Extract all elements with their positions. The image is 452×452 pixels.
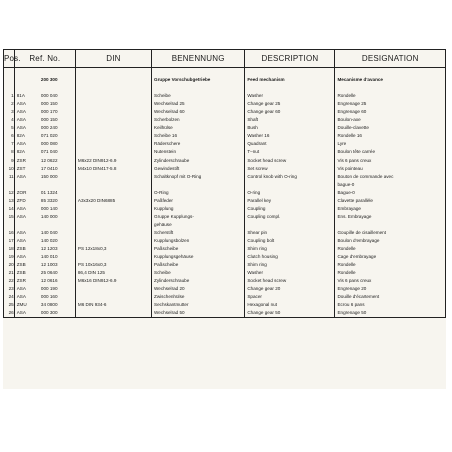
row-ref-number: 000 170 [39,108,75,116]
row-ref-number: 140 010 [39,253,75,261]
row-designation: Cage d'embrayage [335,253,446,261]
row-designation: Bouton de commande avec [335,173,446,181]
table-row [4,76,446,84]
row-benennung: Keilhülse [152,124,245,132]
row-din [75,213,151,221]
row-benennung: Gewindestift [152,165,245,173]
row-ref-prefix: ASA [14,100,39,108]
row-designation [335,68,446,77]
row-ref-number: 25 0640 [39,269,75,277]
row-ref-prefix: ZFD [14,197,39,205]
row-description: Parallel key [245,197,335,205]
row-description: Feed mechanism [245,76,335,84]
row-ref-number [39,84,75,92]
table-row [4,261,446,269]
row-ref-prefix: ASA [14,237,39,245]
row-benennung: Wechselrad 50 [152,309,245,318]
row-designation: Rondelle [335,269,446,277]
table-row [4,237,446,245]
table-row [4,124,446,132]
row-din [75,148,151,156]
header-benennung: BENENNUNG [152,50,245,68]
row-ref-number: 140 000 [39,213,75,221]
row-ref-prefix: ZOR [14,189,39,197]
row-ref-number [39,221,75,229]
row-benennung: Zylinderschraube [152,157,245,165]
row-description: Clutch housing [245,253,335,261]
row-benennung: Zwischenhülse [152,293,245,301]
row-benennung: Kupplung [152,205,245,213]
row-description: Quadrant [245,140,335,148]
row-din [75,132,151,140]
row-ref-number [39,181,75,189]
table-row [4,140,446,148]
header-din: DIN [75,50,151,68]
row-designation: Boulon-axe [335,116,446,124]
row-designation: Douille-clavette [335,124,446,132]
row-pos: 5 [4,124,15,132]
row-pos: 7 [4,140,15,148]
row-ref-prefix: ASA [14,309,39,318]
row-designation: Vis pointeau [335,165,446,173]
row-ref-prefix: ZSB [14,245,39,253]
row-din [75,285,151,293]
row-ref-prefix: ASA [14,116,39,124]
row-pos: 4 [4,116,15,124]
row-description: Change gear 25 [245,100,335,108]
row-benennung: Kupplungsbolzen [152,237,245,245]
row-din: M4x10 DIN417-5.8 [75,165,151,173]
row-description [245,68,335,77]
row-description: Socket head screw [245,157,335,165]
table-row [4,253,446,261]
row-ref-prefix: ASA [14,140,39,148]
row-description: Bush [245,124,335,132]
row-ref-number: 200 300 [39,76,75,84]
row-pos: 17 [4,237,15,245]
row-designation: Rondelle [335,245,446,253]
row-designation: Engrenage 20 [335,285,446,293]
row-ref-number: 140 020 [39,237,75,245]
table-row [4,92,446,100]
row-pos: 16 [4,229,15,237]
row-ref-prefix: 82A [14,148,39,156]
row-ref-number [39,68,75,77]
row-description: Coupling [245,205,335,213]
row-ref-prefix: ASA [14,124,39,132]
row-ref-number: 12 1203 [39,245,75,253]
row-benennung: Scheibe 16 [152,132,245,140]
row-pos [4,76,15,84]
table-row [4,205,446,213]
row-ref-number: 000 140 [39,205,75,213]
row-ref-prefix: ZSR [14,157,39,165]
row-designation: bague-0 [335,181,446,189]
row-pos: 19 [4,253,15,261]
row-din [75,100,151,108]
row-ref-prefix [14,84,39,92]
row-pos [4,221,15,229]
row-pos: 18 [4,245,15,253]
row-designation: Rondelle [335,92,446,100]
table-row [4,269,446,277]
row-ref-prefix: ASA [14,293,39,301]
header-description: DESCRIPTION [245,50,335,68]
row-ref-number: 12 1003 [39,261,75,269]
row-ref-prefix: ASA [14,253,39,261]
row-description: Hexagonal nut [245,301,335,309]
row-pos: 14 [4,205,15,213]
row-description: O-ring [245,189,335,197]
row-designation: Lyre [335,140,446,148]
row-ref-prefix: ASA [14,108,39,116]
row-pos: 10 [4,165,15,173]
row-din [75,253,151,261]
row-din: M6x16 DIN912-6.9 [75,277,151,285]
row-din [75,92,151,100]
row-description: Washer [245,92,335,100]
table-row [4,213,446,221]
row-pos: 2 [4,100,15,108]
row-benennung: Wechselrad 60 [152,108,245,116]
row-pos: 12 [4,189,15,197]
row-ref-number: 17 0410 [39,165,75,173]
row-ref-prefix [14,76,39,84]
row-ref-number: 34 0800 [39,301,75,309]
header-designation: DESIGNATION [335,50,446,68]
row-ref-number: 12 0622 [39,157,75,165]
row-description: Change gear 60 [245,108,335,116]
row-ref-prefix: 81A [14,92,39,100]
row-pos [4,84,15,92]
row-benennung: gehäuse [152,221,245,229]
row-designation: Rondelle [335,261,446,269]
row-ref-number: 000 150 [39,116,75,124]
row-benennung: Gruppe Vorschubgetriebe [152,76,245,84]
row-pos: 22 [4,277,15,285]
row-din [75,124,151,132]
row-description: Washer [245,269,335,277]
row-pos: 6 [4,132,15,140]
row-benennung [152,181,245,189]
row-designation: Engrenage 50 [335,309,446,318]
row-ref-prefix [14,181,39,189]
table-row [4,197,446,205]
row-pos: 21 [4,269,15,277]
row-ref-prefix: ZST [14,165,39,173]
row-pos: 11 [4,173,15,181]
row-ref-prefix: ASA [14,173,39,181]
row-pos: 26 [4,309,15,318]
row-benennung: Paßfeder [152,197,245,205]
row-benennung: Scheibe [152,92,245,100]
row-din [75,108,151,116]
row-din [75,68,151,77]
parts-list-table [3,49,446,318]
row-pos: 1 [4,92,15,100]
row-ref-number: 000 080 [39,140,75,148]
row-description: T–nut [245,148,335,156]
row-din: M6 DIN 934-6 [75,301,151,309]
row-designation: Clavette parallèle [335,197,446,205]
row-ref-number: 01 1324 [39,189,75,197]
row-din [75,221,151,229]
row-designation: Mecanisme d'avance [335,76,446,84]
row-ref-number: 000 150 [39,100,75,108]
table-row [4,157,446,165]
row-description: Change gear 20 [245,285,335,293]
row-benennung: Schaltknopf mit O-Ring [152,173,245,181]
row-din [75,229,151,237]
row-designation [335,84,446,92]
row-ref-prefix: ASA [14,229,39,237]
row-benennung: Wechselrad 25 [152,100,245,108]
row-din [75,84,151,92]
table-row [4,181,446,189]
row-benennung: Nutenstein [152,148,245,156]
table-row [4,165,446,173]
row-benennung: Paßscheibe [152,261,245,269]
row-benennung: Sechskantmutter [152,301,245,309]
row-ref-prefix: ZSB [14,261,39,269]
table-row [4,108,446,116]
row-ref-number: 071 040 [39,148,75,156]
table-row [4,68,446,77]
row-ref-prefix: ZSR [14,277,39,285]
row-ref-prefix [14,68,39,77]
row-din: M6x22 DIN912-6.9 [75,157,151,165]
row-designation: Embrayage [335,205,446,213]
row-description: Spacer [245,293,335,301]
row-description: Coupling bolt [245,237,335,245]
row-pos: 8 [4,148,15,156]
row-ref-number: 071 020 [39,132,75,140]
row-description: Change gear 50 [245,309,335,318]
row-din [75,173,151,181]
row-designation: Boulon tête carrée [335,148,446,156]
row-ref-number: 150 000 [39,173,75,181]
row-benennung [152,84,245,92]
row-description: Socket head screw [245,277,335,285]
row-designation: Vis 6 pans creux [335,157,446,165]
row-pos: 13 [4,197,15,205]
row-din [75,309,151,318]
row-designation: Engrenage 25 [335,100,446,108]
row-pos [4,181,15,189]
table-row [4,277,446,285]
row-benennung: Wechselrad 20 [152,285,245,293]
table-row [4,100,446,108]
table-row [4,84,446,92]
row-description: Shim ring [245,245,335,253]
row-ref-prefix: ASA [14,205,39,213]
row-pos: 20 [4,261,15,269]
row-ref-prefix: ASA [14,285,39,293]
row-ref-prefix: ZSB [14,269,39,277]
row-din [75,116,151,124]
row-benennung: O-Ring [152,189,245,197]
table-row [4,285,446,293]
row-benennung: Scherbolzen [152,116,245,124]
row-benennung: Paßscheibe [152,245,245,253]
row-designation: Rondelle 16 [335,132,446,140]
row-pos: 25 [4,301,15,309]
table-row [4,132,446,140]
row-description [245,84,335,92]
row-din [75,205,151,213]
row-description: Shear pin [245,229,335,237]
row-pos: 3 [4,108,15,116]
row-description: Washer 16 [245,132,335,140]
table-row [4,309,446,318]
row-benennung: Gruppe Kupplungs- [152,213,245,221]
header-pos: Pos. [4,50,15,68]
row-designation [335,221,446,229]
row-description [245,221,335,229]
row-din [75,140,151,148]
row-din [75,189,151,197]
row-benennung: Kupplungsgehäuse [152,253,245,261]
row-din: A3x3x20 DIN6885 [75,197,151,205]
row-din [75,76,151,84]
row-benennung: Räderschere [152,140,245,148]
row-description: Set screw [245,165,335,173]
row-benennung: Scheibe [152,269,245,277]
row-ref-number: 000 300 [39,309,75,318]
row-designation: Douille d'écartement [335,293,446,301]
table-row [4,293,446,301]
table-row [4,148,446,156]
row-ref-number: 000 190 [39,285,75,293]
row-ref-number: 12 0616 [39,277,75,285]
row-ref-number: 000 160 [39,293,75,301]
row-designation: Engrenage 60 [335,108,446,116]
row-designation: Ens. Embrayage [335,213,446,221]
table-row [4,173,446,181]
row-ref-number: 000 040 [39,92,75,100]
row-pos [4,68,15,77]
row-designation: Boulon d'embrayage [335,237,446,245]
row-description [245,181,335,189]
row-description: Shim ring [245,261,335,269]
row-ref-number: 140 040 [39,229,75,237]
row-din [75,181,151,189]
row-ref-number: 000 240 [39,124,75,132]
row-pos: 24 [4,293,15,301]
row-benennung: Scherstift [152,229,245,237]
table-row [4,301,446,309]
table-row [4,229,446,237]
row-description: Coupling compl. [245,213,335,221]
row-benennung: Zylinderschraube [152,277,245,285]
table-row [4,245,446,253]
row-designation: Bague-0 [335,189,446,197]
row-pos: 15 [4,213,15,221]
row-din [75,237,151,245]
header-ref-no: Ref. No. [14,50,75,68]
row-ref-number: 85 3320 [39,197,75,205]
row-pos: 9 [4,157,15,165]
row-description: Shaft [245,116,335,124]
row-ref-prefix: ASA [14,213,39,221]
row-designation: Ecrou 6 pans [335,301,446,309]
row-pos: 23 [4,285,15,293]
table-row [4,116,446,124]
row-designation: Goupille de cisaillement [335,229,446,237]
row-description: Control knob with O-ring [245,173,335,181]
row-designation: Vis 6 pans creux [335,277,446,285]
row-din [75,293,151,301]
row-benennung [152,68,245,77]
table-header-row [4,50,446,68]
table-row [4,189,446,197]
row-din: 86,4 DIN 125 [75,269,151,277]
row-ref-prefix [14,221,39,229]
row-ref-prefix: 82A [14,132,39,140]
row-ref-prefix: ZMU [14,301,39,309]
row-din: PS 10x16x0,3 [75,261,151,269]
table-row [4,221,446,229]
row-din: PS 12x18x0,3 [75,245,151,253]
